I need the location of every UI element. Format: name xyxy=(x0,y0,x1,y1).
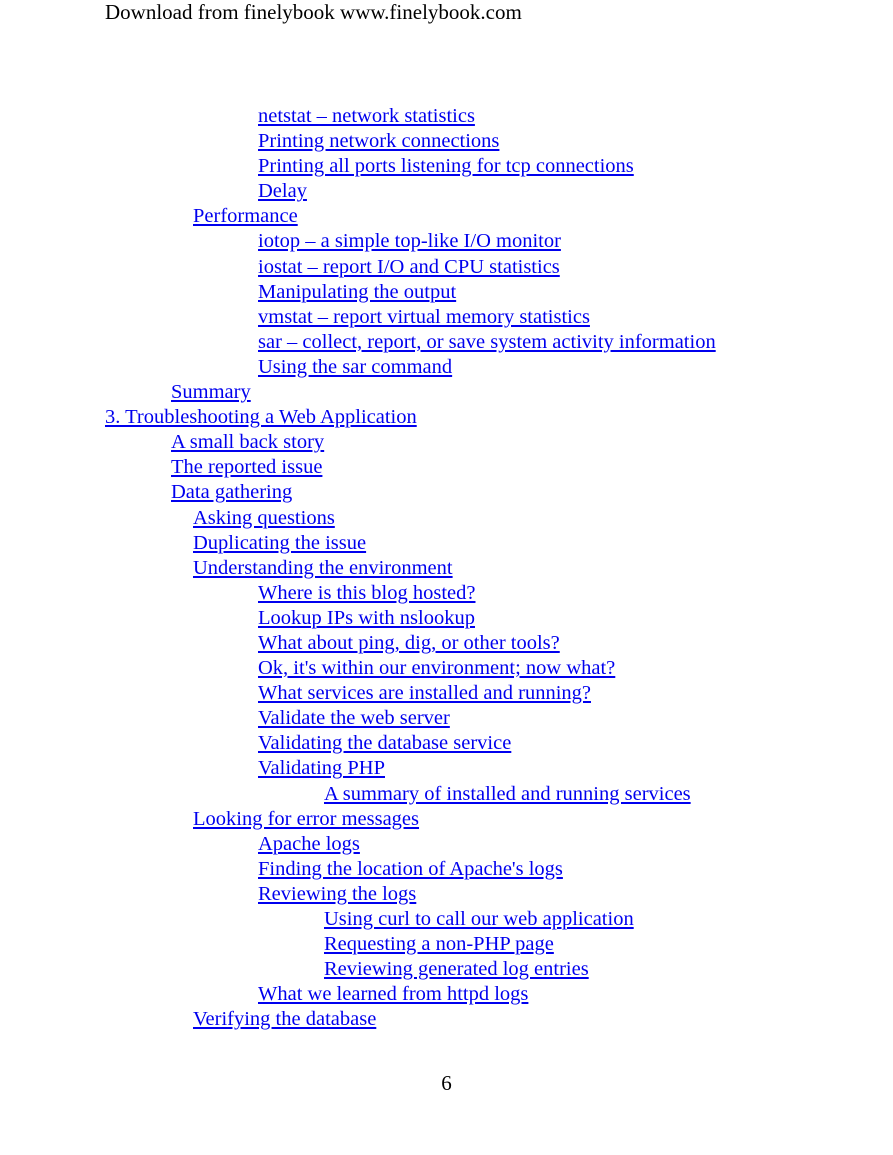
toc-entry xyxy=(0,280,893,305)
toc-entry xyxy=(0,982,893,1007)
toc-link[interactable]: Asking questions xyxy=(193,506,335,529)
toc-entry xyxy=(0,305,893,330)
toc-link[interactable]: Duplicating the issue xyxy=(193,531,367,554)
toc-entry xyxy=(0,681,893,706)
toc-link[interactable]: Delay xyxy=(258,180,307,203)
toc-link[interactable]: Apache logs xyxy=(258,832,360,855)
toc-entry xyxy=(0,857,893,882)
toc-entry xyxy=(0,330,893,355)
toc-link[interactable]: Summary xyxy=(171,381,251,404)
toc-link[interactable]: Validating PHP xyxy=(258,757,385,780)
table-of-contents xyxy=(0,104,893,1032)
toc-link[interactable]: Reviewing generated log entries xyxy=(324,958,589,981)
toc-link[interactable]: The reported issue xyxy=(171,456,323,479)
download-header: Download from finelybook www.finelybook.com xyxy=(105,0,522,24)
toc-link[interactable]: Using curl to call our web application xyxy=(324,908,634,930)
toc-entry xyxy=(0,656,893,681)
toc-entry xyxy=(0,631,893,656)
toc-entry xyxy=(0,104,893,129)
toc-entry xyxy=(0,480,893,505)
toc-entry xyxy=(0,129,893,154)
toc-link[interactable]: Validate the web server xyxy=(258,707,450,730)
toc-link[interactable]: A summary of installed and running services xyxy=(324,782,691,805)
toc-link[interactable]: A small back story xyxy=(171,431,325,454)
toc-link[interactable]: Using the sar command xyxy=(258,355,453,378)
toc-entry xyxy=(0,405,893,430)
toc-link[interactable]: Looking for error messages xyxy=(193,807,420,830)
toc-entry xyxy=(0,756,893,781)
page-number: 6 xyxy=(441,1071,452,1095)
toc-entry xyxy=(0,506,893,531)
toc-entry xyxy=(0,957,893,982)
toc-entry xyxy=(0,229,893,254)
toc-entry xyxy=(0,455,893,480)
toc-link[interactable]: iostat – report I/O and CPU statistics xyxy=(258,255,560,278)
toc-link[interactable]: netstat – network statistics xyxy=(258,105,475,127)
toc-link[interactable]: What services are installed and running? xyxy=(258,682,591,705)
toc-entry xyxy=(0,882,893,907)
toc-link[interactable]: Validating the database service xyxy=(258,732,512,755)
toc-link[interactable]: vmstat – report virtual memory statistics xyxy=(258,305,590,328)
toc-entry xyxy=(0,706,893,731)
toc-link[interactable]: Requesting a non-PHP page xyxy=(324,933,554,956)
toc-link[interactable]: sar – collect, report, or save system activity information xyxy=(258,330,716,353)
toc-link[interactable]: Manipulating the output xyxy=(258,280,457,303)
toc-entry xyxy=(0,606,893,631)
toc-entry xyxy=(0,907,893,932)
toc-entry xyxy=(0,531,893,556)
toc-entry xyxy=(0,154,893,179)
toc-entry xyxy=(0,731,893,756)
toc-link[interactable]: Printing network connections xyxy=(258,130,500,153)
toc-link[interactable]: What we learned from httpd logs xyxy=(258,983,529,1006)
toc-link[interactable]: Reviewing the logs xyxy=(258,882,417,905)
toc-link[interactable]: Finding the location of Apache's logs xyxy=(258,857,563,880)
toc-entry xyxy=(0,255,893,280)
toc-link[interactable]: Data gathering xyxy=(171,481,293,504)
toc-link[interactable]: Printing all ports listening for tcp connections xyxy=(258,155,634,178)
toc-entry xyxy=(0,355,893,380)
toc-link[interactable]: Performance xyxy=(193,205,298,228)
toc-entry xyxy=(0,581,893,606)
toc-link[interactable]: Verifying the database xyxy=(193,1008,377,1031)
toc-entry xyxy=(0,1007,893,1032)
toc-entry xyxy=(0,807,893,832)
toc-entry xyxy=(0,832,893,857)
toc-entry xyxy=(0,932,893,957)
toc-entry xyxy=(0,179,893,204)
toc-entry xyxy=(0,782,893,807)
toc-link[interactable]: 3. Troubleshooting a Web Application xyxy=(105,406,417,429)
toc-entry xyxy=(0,380,893,405)
toc-entry xyxy=(0,556,893,581)
toc-link[interactable]: Ok, it's within our environment; now what? xyxy=(258,657,616,680)
toc-link[interactable]: iotop – a simple top-like I/O monitor xyxy=(258,230,561,253)
toc-entry xyxy=(0,430,893,455)
toc-link[interactable]: What about ping, dig, or other tools? xyxy=(258,631,560,654)
toc-entry xyxy=(0,204,893,229)
toc-link[interactable]: Lookup IPs with nslookup xyxy=(258,606,475,629)
toc-link[interactable]: Understanding the environment xyxy=(193,556,453,579)
toc-link[interactable]: Where is this blog hosted? xyxy=(258,581,476,604)
